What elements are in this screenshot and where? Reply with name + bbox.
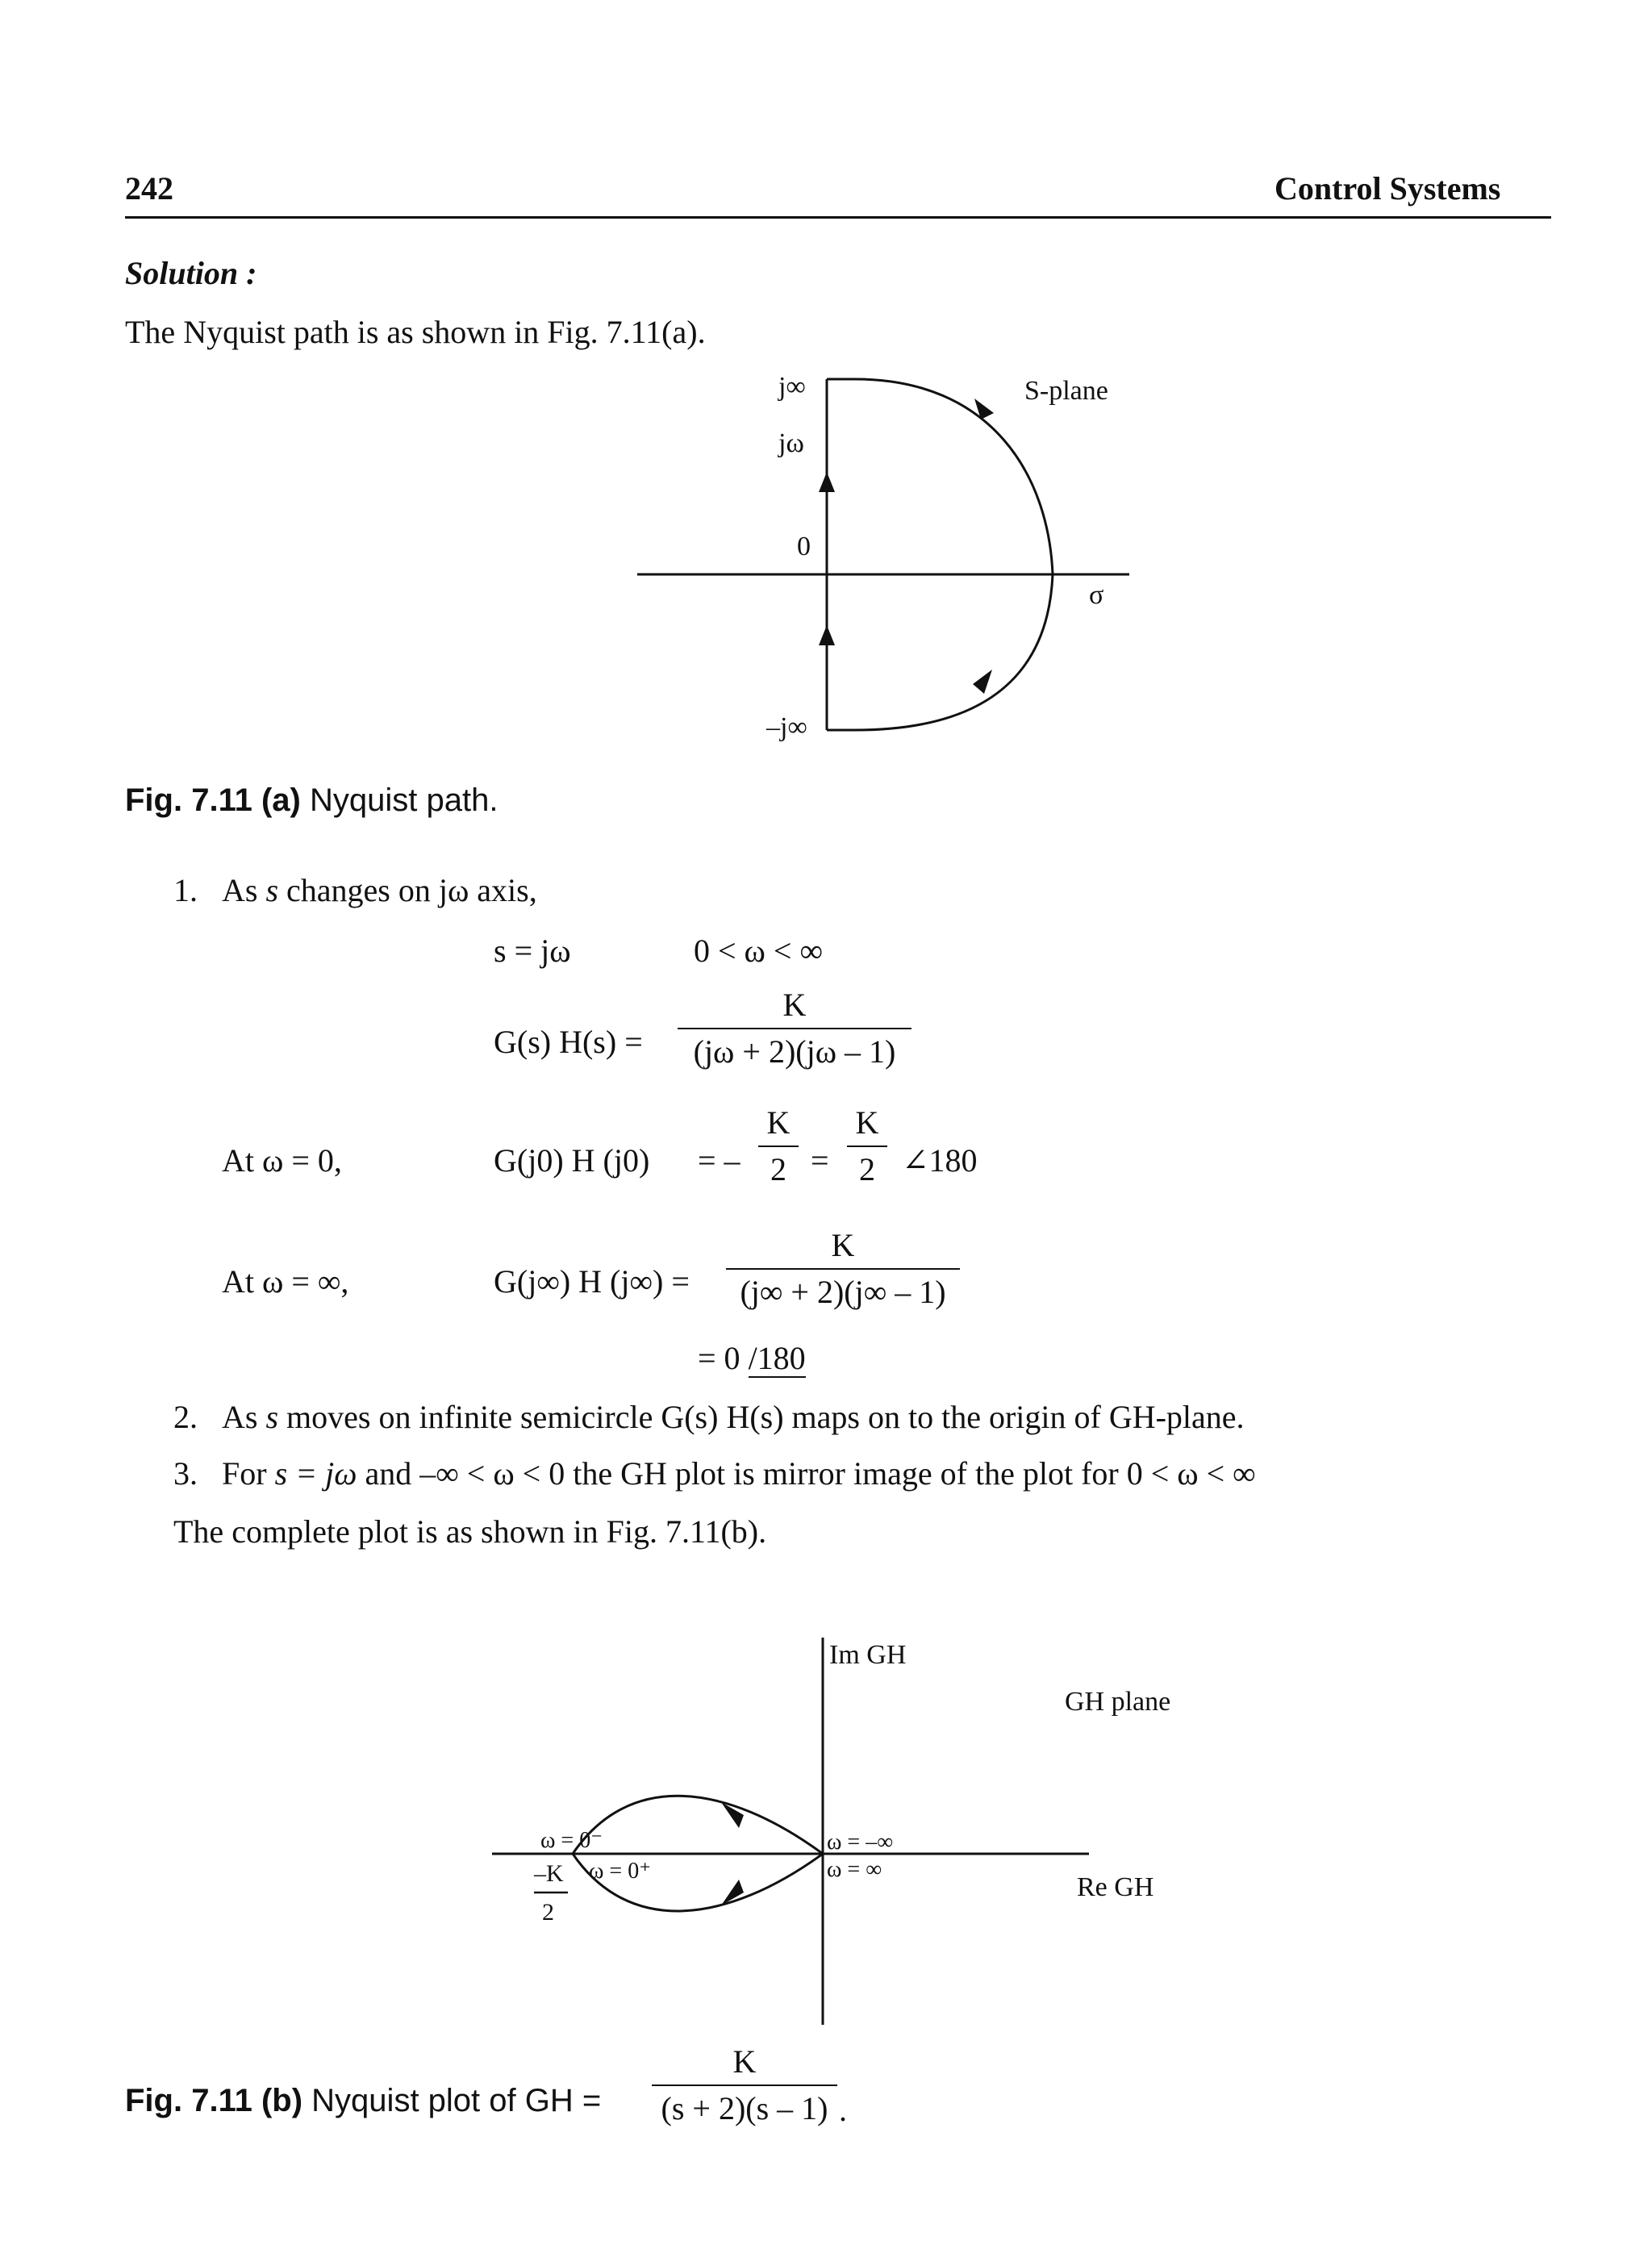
label-w-zero-plus: ω = 0⁺	[589, 1859, 651, 1884]
label-im-gh: Im GH	[829, 1640, 907, 1670]
g0-angle: ∠180	[902, 1142, 978, 1179]
label-neg-k: –K	[534, 1860, 564, 1887]
header-rule	[125, 216, 1551, 219]
label-sigma: σ	[1089, 580, 1104, 610]
label-re-gh: Re GH	[1077, 1872, 1154, 1902]
g0-left: G(j0) H (j0)	[494, 1142, 650, 1179]
complete-plot-text: The complete plot is as shown in Fig. 7.11(b).	[173, 1513, 767, 1550]
semicircle-arrow-bottom	[973, 670, 992, 694]
g0-eq: = –	[698, 1142, 740, 1179]
gh-left: G(s) H(s) =	[494, 1024, 643, 1060]
step1-text: As s changes on jω axis,	[222, 872, 537, 908]
page-number: 242	[125, 170, 173, 207]
fig-b-caption	[125, 2081, 601, 2120]
axis-arrow-upper	[819, 472, 835, 492]
label-origin: 0	[797, 532, 811, 561]
axis-arrow-lower	[819, 625, 835, 645]
ginf-fraction: K (j∞ + 2)(j∞ – 1)	[726, 1226, 960, 1312]
ginf-result: = 0 /180	[698, 1340, 806, 1376]
eq-omega-range: 0 < ω < ∞	[694, 933, 823, 969]
step2-number: 2.	[173, 1399, 198, 1435]
intro-text: The Nyquist path is as shown in Fig. 7.11(a).	[125, 314, 706, 350]
eq-s-jw: s = jω	[494, 933, 571, 969]
fig-b-caption-text: Nyquist plot of GH =	[311, 2083, 602, 2118]
label-s-plane: S-plane	[1024, 376, 1108, 406]
gh-fraction: K (jω + 2)(jω – 1)	[678, 986, 912, 1071]
upper-loop	[573, 1796, 823, 1854]
infinite-semicircle	[827, 379, 1053, 730]
label-w-inf: ω = ∞	[827, 1857, 882, 1882]
g0-fraction-1: K 2	[758, 1104, 799, 1189]
fig-a-caption-label: Fig. 7.11 (a)	[125, 782, 301, 818]
fig-a-caption	[125, 781, 498, 820]
fig-b-caption-label: Fig. 7.11 (b)	[125, 2083, 303, 2118]
step3-text: For s = jω and –∞ < ω < 0 the GH plot is mirror image of the plot for 0 < ω < ∞	[222, 1455, 1256, 1492]
fig-b-caption-end: .	[839, 2092, 847, 2128]
label-w-zero-minus: ω = 0⁻	[540, 1828, 603, 1853]
fig-a-caption-text: Nyquist path.	[309, 782, 499, 818]
label-two: 2	[542, 1899, 554, 1926]
running-title: Control Systems	[1274, 170, 1501, 207]
g0-eq2: =	[811, 1142, 829, 1179]
nyquist-path-figure	[613, 363, 1145, 750]
step2-text: As s moves on infinite semicircle G(s) H(s) maps on to the origin of GH-plane.	[222, 1399, 1245, 1435]
g0-fraction-2: K 2	[847, 1104, 887, 1189]
ginf-left: G(j∞) H (j∞) =	[494, 1263, 690, 1300]
solution-heading: Solution :	[125, 255, 257, 291]
nyquist-plot-figure	[484, 1621, 1210, 2041]
label-j-omega: jω	[778, 428, 804, 458]
at-omega-zero: At ω = 0,	[222, 1142, 342, 1179]
fig-b-caption-fraction: K (s + 2)(s – 1)	[652, 2043, 837, 2128]
step3-number: 3.	[173, 1455, 198, 1492]
label-neg-j-inf: –j∞	[766, 712, 807, 742]
step1-number: 1.	[173, 872, 198, 908]
label-w-neg-inf: ω = –∞	[827, 1830, 894, 1855]
at-omega-inf: At ω = ∞,	[222, 1263, 349, 1300]
label-j-inf: j∞	[778, 372, 806, 402]
label-gh-plane: GH plane	[1065, 1687, 1171, 1717]
